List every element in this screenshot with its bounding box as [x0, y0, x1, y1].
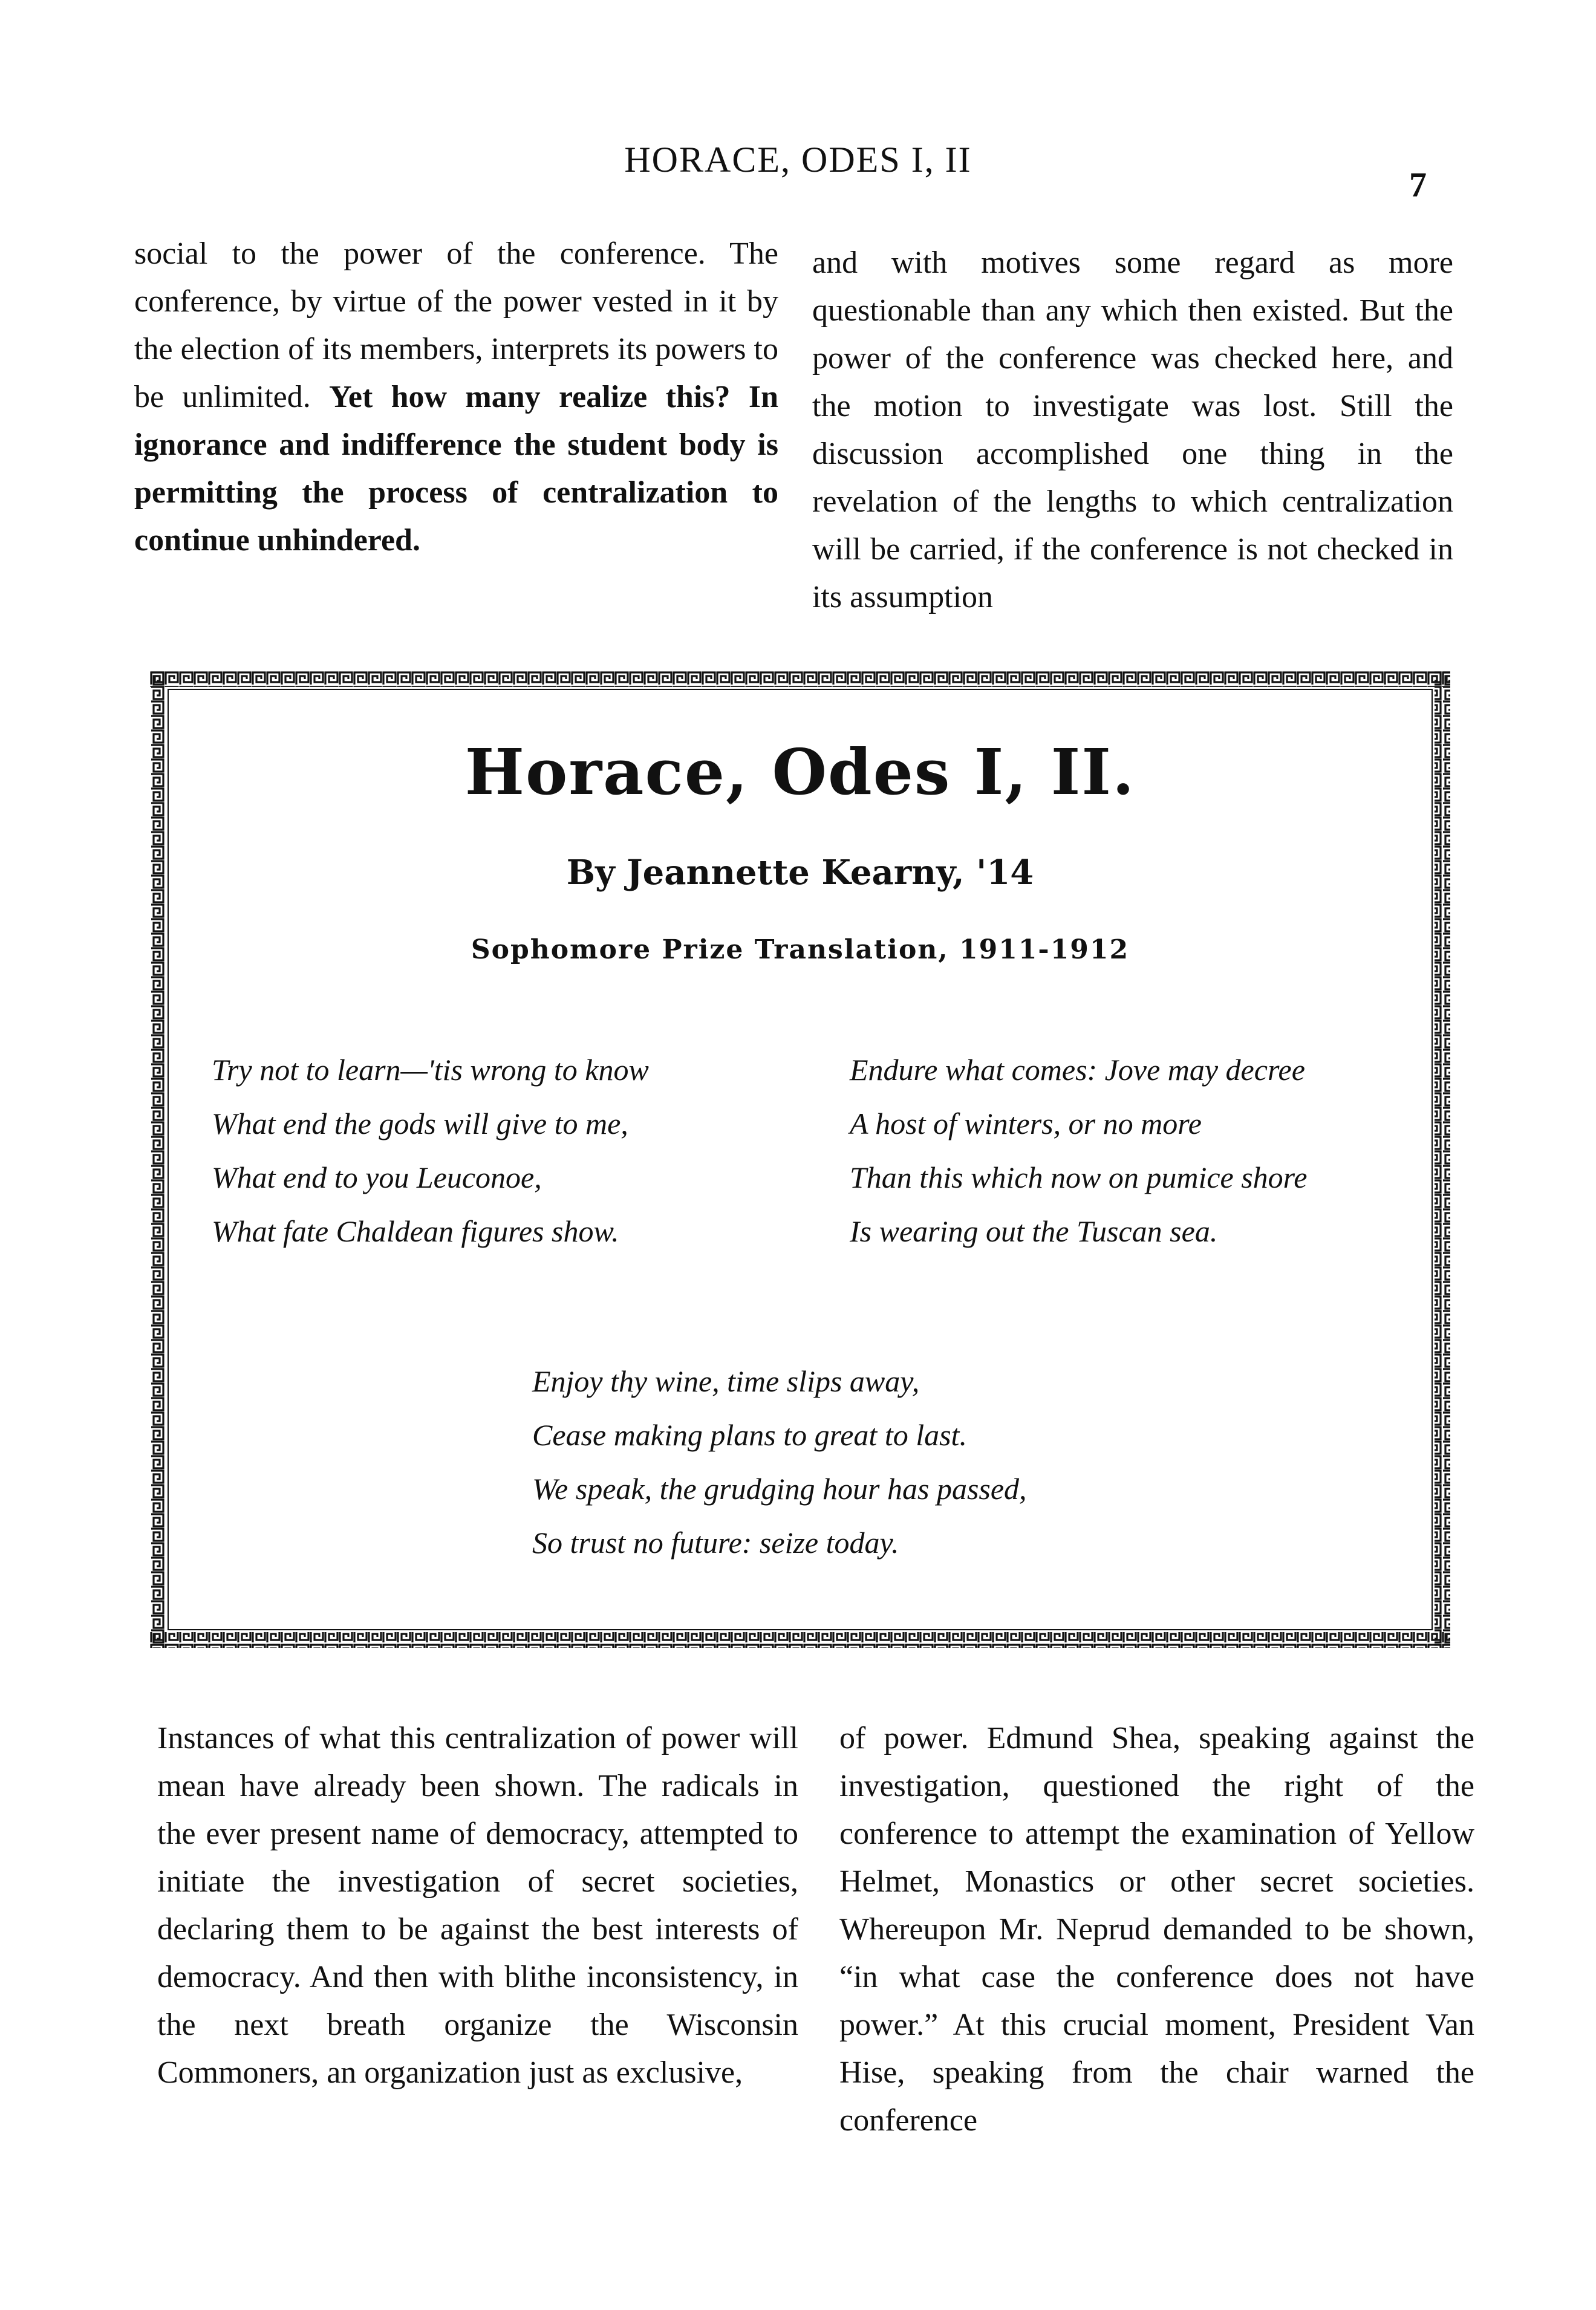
paragraph	[134, 230, 778, 564]
poem-title: Horace, Odes I, II.	[464, 735, 1136, 809]
verse-line: What fate Chaldean figures show.	[212, 1214, 619, 1248]
stanza-1	[212, 1043, 649, 1258]
paragraph: and with motives some regard as more questionable than any which then existed. But the power of the conference was checked here, and the motion to investigate was lost. Still the discussion accomplished one thing in the revelation of the lengths to which centralization will be carried, if the conference is not checked in its assumption	[812, 246, 1453, 614]
stanza-3	[532, 1355, 1027, 1570]
poem-byline: By Jeannette Kearny, '14	[566, 853, 1034, 893]
verse-line: Try not to learn—'tis wrong to know	[212, 1053, 649, 1087]
verse-line: So trust no future: seize today.	[532, 1526, 899, 1560]
poem-subtitle: Sophomore Prize Translation, 1911-1912	[471, 934, 1130, 965]
verse-line: What end to you Leuconoe,	[212, 1160, 542, 1194]
verse-line: Is wearing out the Tuscan sea.	[850, 1214, 1218, 1248]
poem-frame	[150, 671, 1450, 1648]
verse-line: What end the gods will give to me,	[212, 1107, 628, 1140]
top-left-column	[134, 230, 778, 564]
verse-line: Than this which now on pumice shore	[850, 1160, 1308, 1194]
verse-line: We speak, the grudging hour has passed,	[532, 1472, 1027, 1506]
paragraph: Instances of what this centralization of power will mean have already been shown. The radicals in the ever present name of democracy, attempted to initiate the investigation of secret societies, declaring them to be against the best interests of democracy. And then with blithe inconsistency, in the next breath organize the Wisconsin Commoners, an organization just as exclusive,	[157, 1721, 798, 2090]
top-right-column	[812, 239, 1453, 621]
stanza-2	[850, 1043, 1307, 1258]
bottom-left-column	[157, 1714, 798, 2097]
verse-line: Endure what comes: Jove may decree	[850, 1053, 1305, 1087]
bold-text-run: Yet how many realize this? In ignorance and indifference the student body is permitting the process of centralization to continue unhindered.	[134, 380, 778, 558]
bottom-right-column	[839, 1714, 1474, 2144]
running-head: HORACE, ODES I, II	[624, 140, 972, 180]
verse-line: Enjoy thy wine, time slips away,	[532, 1364, 920, 1398]
verse-line: Cease making plans to great to last.	[532, 1418, 967, 1452]
page-number: 7	[1409, 165, 1427, 204]
verse-line: A host of winters, or no more	[850, 1107, 1202, 1140]
paragraph: of power. Edmund Shea, speaking against the investigation, questioned the right of the conference to attempt the examination of Yellow Helmet, Monastics or other secret societies. Whereupon Mr. Neprud demanded to be shown, “in what case the conference does not have power.” At this crucial moment, President Van Hise, speaking from the chair warned the conference	[839, 1721, 1474, 2138]
text-run: social to the power of the conference. The conference, by virtue of the power vested in it by the election of its members, interprets its powers to be unlimited.	[134, 236, 778, 414]
